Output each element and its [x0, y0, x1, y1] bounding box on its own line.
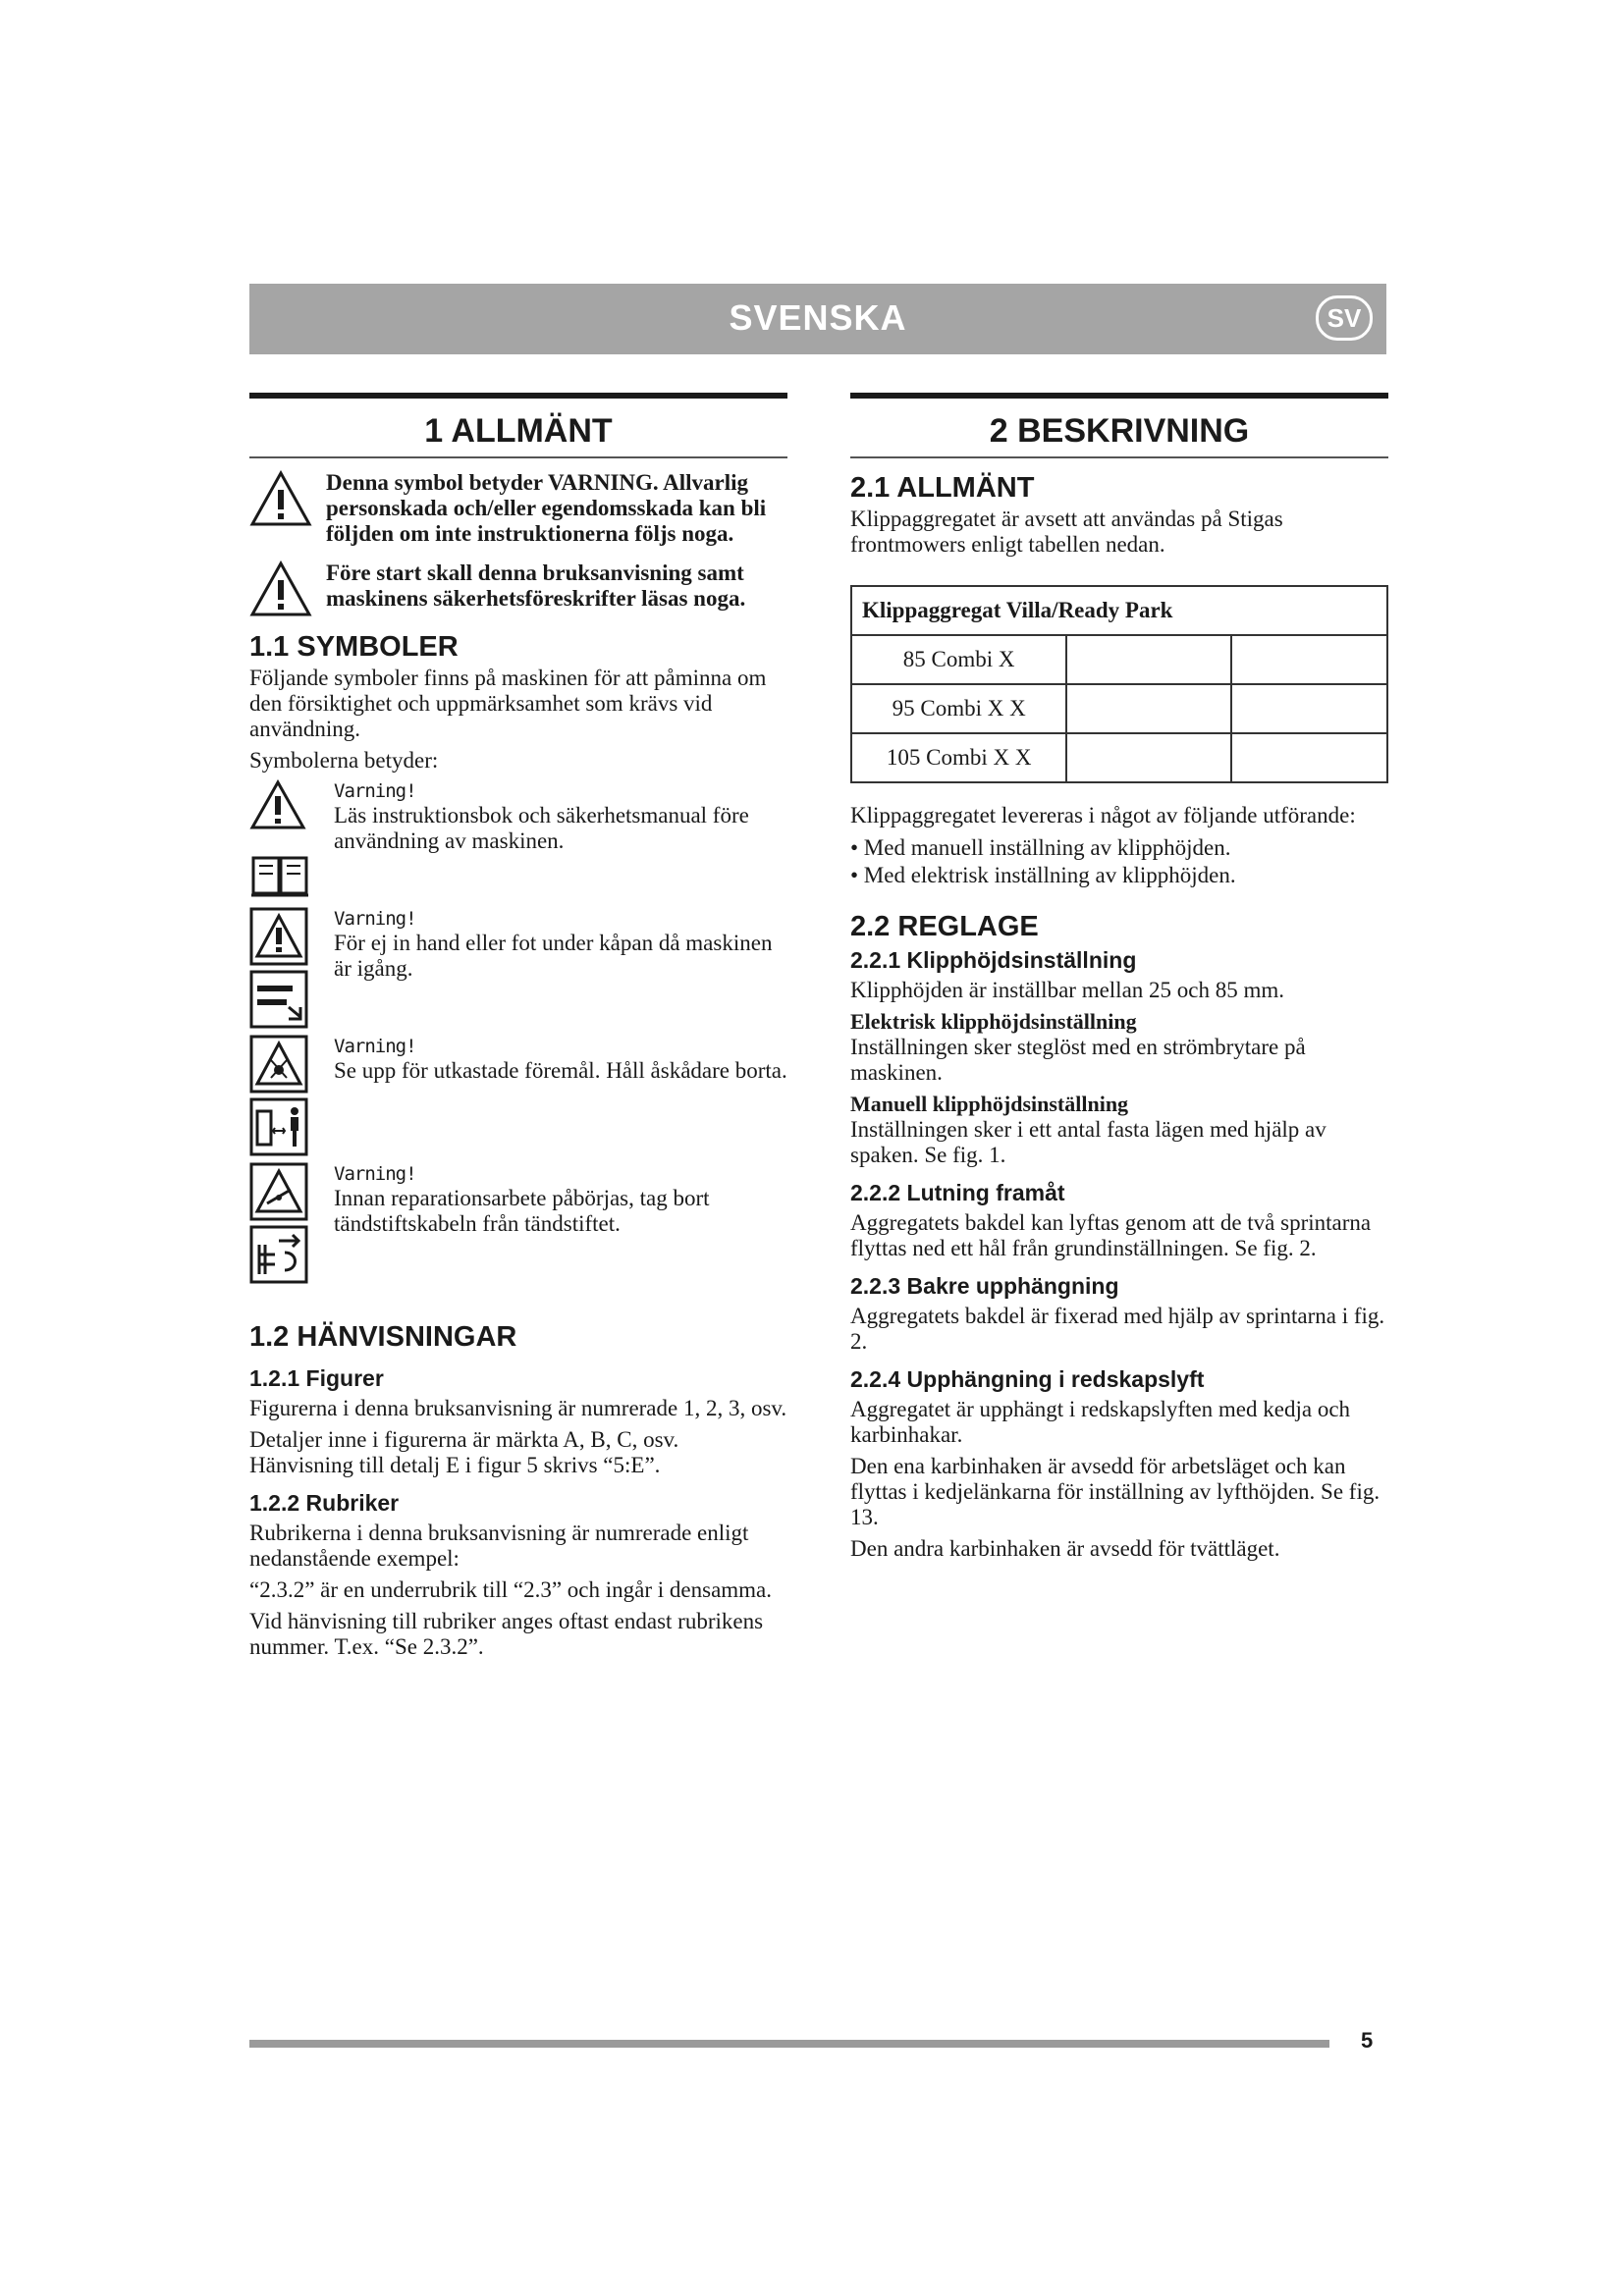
right-column [850, 393, 1388, 1568]
delivery-intro: Klippaggregatet levereras i något av följande utförande: [850, 803, 1356, 828]
electric-adjust-text: Inställningen sker steglöst med en strömbrytare på maskinen. [850, 1035, 1306, 1085]
electric-adjust-subheading: Elektrisk klipphöjdsinställning [850, 1009, 1137, 1034]
cutter-deck-table [850, 585, 1388, 783]
symbol-2-label: Varning! [334, 908, 416, 930]
symbol-entry-thrown-objects [249, 1035, 787, 1156]
table-cell: 105 Combi X X [851, 733, 1066, 782]
section-2-2-heading: 2.2 REGLAGE [850, 911, 1039, 942]
section-2-2-2-heading: 2.2.2 Lutning framåt [850, 1180, 1065, 1205]
repair-warning-icon [249, 1162, 308, 1221]
manual-book-icon [249, 850, 310, 899]
symbol-1-text: Läs instruktionsbok och säkerhetsmanual före användning av maskinen. [334, 803, 749, 853]
page-number: 5 [1361, 2028, 1374, 2053]
table-cell: 95 Combi X X [851, 684, 1066, 733]
warning-box-icon [249, 907, 308, 966]
symbols-meaning-label: Symbolerna betyder: [249, 748, 439, 773]
general-intro: Klippaggregatet är avsett att användas på Stigas frontmowers enligt tabellen nedan. [850, 507, 1283, 557]
section-2-heading: 2 BESKRIVNING [850, 393, 1388, 458]
table-header-row [851, 586, 1387, 635]
table-row [851, 684, 1387, 733]
section-2-2-3-heading: 2.2.3 Bakre upphängning [850, 1273, 1119, 1299]
rear-suspension-text: Aggregatets bakdel är fixerad med hjälp av sprintarna i fig. 2. [850, 1304, 1385, 1354]
symbol-entry-read-manual [249, 779, 787, 899]
warning-notice-1 [249, 470, 787, 547]
figures-text-1: Figurerna i denna bruksanvisning är numrerade 1, 2, 3, osv. [249, 1396, 787, 1420]
table-header: Klippaggregat Villa/Ready Park [851, 586, 1387, 635]
symbol-4-label: Varning! [334, 1163, 416, 1185]
table-row [851, 733, 1387, 782]
manual-adjust-text: Inställningen sker i ett antal fasta lägen med hjälp av spaken. Se fig. 1. [850, 1117, 1326, 1167]
table-cell [1231, 684, 1387, 733]
bullet-manual: • Med manuell inställning av klipphöjden. [850, 835, 1231, 860]
section-1-1-heading: 1.1 SYMBOLER [249, 631, 459, 663]
symbol-1-label: Varning! [334, 780, 416, 802]
headings-text-2: “2.3.2” är en underrubrik till “2.3” och ingår i densamma. [249, 1577, 773, 1602]
symbol-3-text: Se upp för utkastade föremål. Håll åskådare borta. [334, 1058, 787, 1083]
table-row [851, 635, 1387, 684]
table-cell: 85 Combi X [851, 635, 1066, 684]
left-column [249, 393, 787, 1666]
tilt-forward-text: Aggregatets bakdel kan lyftas genom att de två sprintarna flyttas ned ett hål från grundinställningen. Se fig. 2. [850, 1210, 1372, 1260]
warning-notice-2 [249, 561, 787, 617]
section-1-2-1-heading: 1.2.1 Figurer [249, 1365, 384, 1391]
language-badge: SV [1316, 295, 1373, 341]
section-2-1-heading: 2.1 ALLMÄNT [850, 472, 1035, 504]
footer-rule [249, 2040, 1329, 2048]
table-cell [1231, 733, 1387, 782]
warning-triangle-icon [249, 779, 306, 830]
headings-text-1: Rubrikerna i denna bruksanvisning är numrerade enligt nedanstående exempel: [249, 1521, 749, 1571]
table-cell [1231, 635, 1387, 684]
table-cell [1066, 733, 1230, 782]
hand-under-cover-icon [249, 970, 308, 1029]
symbol-entry-spark-plug [249, 1162, 787, 1284]
section-1-2-heading: 1.2 HÄNVISNINGAR [249, 1321, 517, 1353]
symbol-entry-hand-foot [249, 907, 787, 1029]
cutting-height-text: Klipphöjden är inställbar mellan 25 och 85 mm. [850, 978, 1285, 1002]
language-title: SVENSKA [729, 297, 907, 338]
thrown-objects-warning-icon [249, 1035, 308, 1094]
symbols-intro: Följande symboler finns på maskinen för att påminna om den försiktighet och uppmärksamhet som krävs vid användning. [249, 666, 767, 741]
spark-plug-icon [249, 1225, 308, 1284]
section-2-2-4-heading: 2.2.4 Upphängning i redskapslyft [850, 1366, 1205, 1392]
manual-adjust-subheading: Manuell klipphöjdsinställning [850, 1092, 1129, 1116]
section-2-2-1-heading: 2.2.1 Klipphöjdsinställning [850, 947, 1137, 973]
keep-distance-icon [249, 1097, 308, 1156]
lift-suspension-text-3: Den andra karbinhaken är avsedd för tvättläget. [850, 1536, 1280, 1561]
warning-text-2: Före start skall denna bruksanvisning samt maskinens säkerhetsföreskrifter läsas noga. [326, 561, 746, 611]
headings-text-3: Vid hänvisning till rubriker anges oftast endast rubrikens nummer. T.ex. “Se 2.3.2”. [249, 1609, 764, 1659]
warning-triangle-icon [249, 470, 312, 527]
language-header-band [249, 284, 1386, 354]
lift-suspension-text-1: Aggregatet är upphängt i redskapslyften med kedja och karbinhakar. [850, 1397, 1351, 1447]
symbol-3-label: Varning! [334, 1036, 416, 1057]
warning-text-1: Denna symbol betyder VARNING. Allvarlig personskada och/eller egendomsskada kan bli följden om inte instruktionerna följs noga. [326, 470, 767, 546]
symbol-4-text: Innan reparationsarbete påbörjas, tag bort tändstiftskabeln från tändstiftet. [334, 1186, 710, 1236]
symbol-2-text: För ej in hand eller fot under kåpan då maskinen är igång. [334, 931, 773, 981]
lift-suspension-text-2: Den ena karbinhaken är avsedd för arbetsläget och kan flyttas i kedjelänkarna för inställning av lyfthöjden. Se fig. 13. [850, 1454, 1380, 1529]
bullet-electric: • Med elektrisk inställning av klipphöjden. [850, 863, 1236, 887]
section-1-2-2-heading: 1.2.2 Rubriker [249, 1490, 400, 1516]
warning-triangle-icon [249, 561, 312, 617]
section-1-heading: 1 ALLMÄNT [249, 393, 787, 458]
table-cell [1066, 684, 1230, 733]
table-cell [1066, 635, 1230, 684]
figures-text-2: Detaljer inne i figurerna är märkta A, B, C, osv. Hänvisning till detalj E i figur 5 skrivs “5:E”. [249, 1427, 679, 1477]
